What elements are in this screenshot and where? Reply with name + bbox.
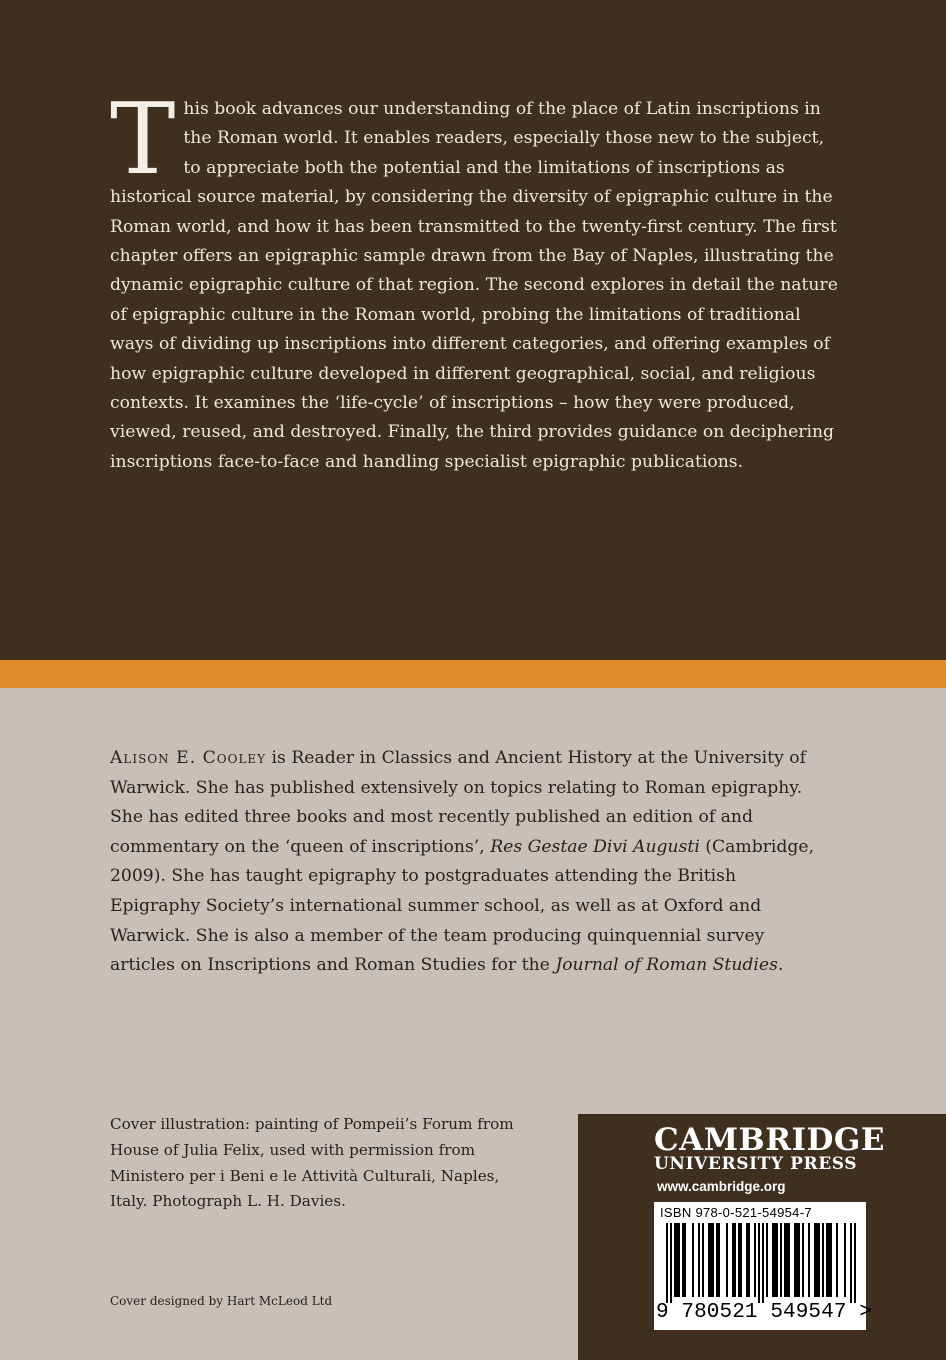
barcode-bar xyxy=(674,1223,676,1297)
barcode-bar xyxy=(698,1223,700,1297)
barcode-bar xyxy=(732,1223,734,1297)
barcode-bar xyxy=(740,1223,742,1297)
barcode-bar xyxy=(734,1223,736,1297)
barcode-bar xyxy=(692,1223,694,1297)
barcode-bar xyxy=(814,1223,816,1297)
blurb-text: his book advances our understanding of the place of Latin inscriptions in the Roman world. It enables readers, especially those new to the subject, to appreciate both the potential and the limitations of inscriptions as historical source material, by considering the diversity of epigraphic culture in the Roman world, and how it has been transmitted to the twenty-first century. The first chapter offers an epigraphic sample drawn from the Bay of Naples, illustrating the dynamic epigraphic culture of that region. The second explores in detail the nature of epigraphic culture in the Roman world, probing the limitations of traditional ways of dividing up inscriptions into different categories, and offering examples of how epigraphic culture developed in different geographical, social, and religious contexts. It examines the ‘life-cycle’ of inscriptions – how they were produced, viewed, reused, and destroyed. Finally, the third provides guidance on deciphering inscriptions face-to-face and handling specialist epigraphic publications. xyxy=(110,99,838,472)
barcode-bar xyxy=(786,1223,788,1297)
barcode-bar xyxy=(710,1223,712,1297)
barcode-bar xyxy=(676,1223,678,1297)
barcode-bar xyxy=(776,1223,778,1297)
barcode-bar xyxy=(802,1223,804,1297)
cover-illustration-credit: Cover illustration: painting of Pompeii’s Forum from House of Julia Felix, used with permission from Ministero per i Beni e le Attività Culturali, Naples, Italy. Photograph L. H. Davies. xyxy=(110,1115,514,1211)
barcode-bar xyxy=(808,1223,810,1297)
drop-cap: T xyxy=(110,83,176,197)
barcode-bar xyxy=(774,1223,776,1297)
barcode-bar xyxy=(684,1223,686,1297)
barcode-bar xyxy=(780,1223,782,1297)
barcode-bar xyxy=(766,1223,768,1297)
barcode-bar xyxy=(836,1223,838,1297)
barcode-bar xyxy=(772,1223,774,1297)
barcode-bar xyxy=(822,1223,824,1297)
barcode-bar xyxy=(666,1223,668,1303)
bio-text-1: is Reader in Classics and Ancient History at the University of Warwick. She has published extensively on topics relating to Roman epigraphy. She has edited three books and most recently published an edition of and commentary on the ‘queen of inscriptions’, xyxy=(110,748,806,857)
orange-stripe xyxy=(0,660,946,688)
bio-text-2: (Cambridge, 2009). She has taught epigraphy to postgraduates attending the British Epigraphy Society’s international summer school, as well as at Oxford and Warwick. She is also a member of the team producing quinquennial survey articles on Inscriptions and Roman Studies for the xyxy=(110,836,815,976)
barcode-bar xyxy=(850,1223,852,1303)
book-blurb xyxy=(110,83,840,477)
barcode-box xyxy=(654,1202,872,1330)
barcode-bar xyxy=(682,1223,684,1297)
barcode-bar xyxy=(826,1223,828,1297)
barcode-bar xyxy=(794,1223,796,1297)
barcode-bar xyxy=(816,1223,818,1297)
barcode-bar xyxy=(708,1223,710,1297)
publisher-name: CAMBRIDGE xyxy=(654,1122,885,1158)
barcode-bar xyxy=(754,1223,756,1297)
barcode-digits: 9 780521 549547 > xyxy=(656,1301,872,1324)
barcode-bar xyxy=(718,1223,720,1297)
barcode-bar xyxy=(830,1223,832,1297)
barcode-bar xyxy=(748,1223,750,1297)
barcode-bar xyxy=(844,1223,846,1297)
barcode-bar xyxy=(798,1223,800,1297)
barcode-bar xyxy=(746,1223,748,1297)
barcode-bar xyxy=(758,1223,760,1303)
publisher-subtitle: UNIVERSITY PRESS xyxy=(654,1154,858,1174)
bio-title-journal: Journal of Roman Studies xyxy=(555,955,778,976)
barcode-bar xyxy=(762,1223,764,1303)
publisher-block xyxy=(578,1114,946,1360)
barcode-bar xyxy=(854,1223,856,1303)
barcode-bar xyxy=(678,1223,680,1297)
publisher-url[interactable]: www.cambridge.org xyxy=(657,1179,786,1194)
bio-text-3: . xyxy=(777,955,784,976)
isbn-label: ISBN 978-0-521-54954-7 xyxy=(660,1205,812,1220)
barcode-bar xyxy=(788,1223,790,1297)
bio-title-res-gestae: Res Gestae Divi Augusti xyxy=(490,836,700,857)
barcode-bar xyxy=(818,1223,820,1297)
barcode-bar xyxy=(738,1223,740,1297)
barcode-bar xyxy=(712,1223,714,1297)
barcode-bar xyxy=(726,1223,728,1297)
barcode-bar xyxy=(702,1223,704,1297)
barcode-bar xyxy=(670,1223,672,1303)
cover-designer-credit: Cover designed by Hart McLeod Ltd xyxy=(110,1294,333,1308)
author-bio xyxy=(110,744,830,981)
barcode-bar xyxy=(784,1223,786,1297)
barcode-bar xyxy=(716,1223,718,1297)
barcode-bar xyxy=(828,1223,830,1297)
author-name: Alison E. Cooley xyxy=(110,748,267,768)
barcode-bar xyxy=(796,1223,798,1297)
